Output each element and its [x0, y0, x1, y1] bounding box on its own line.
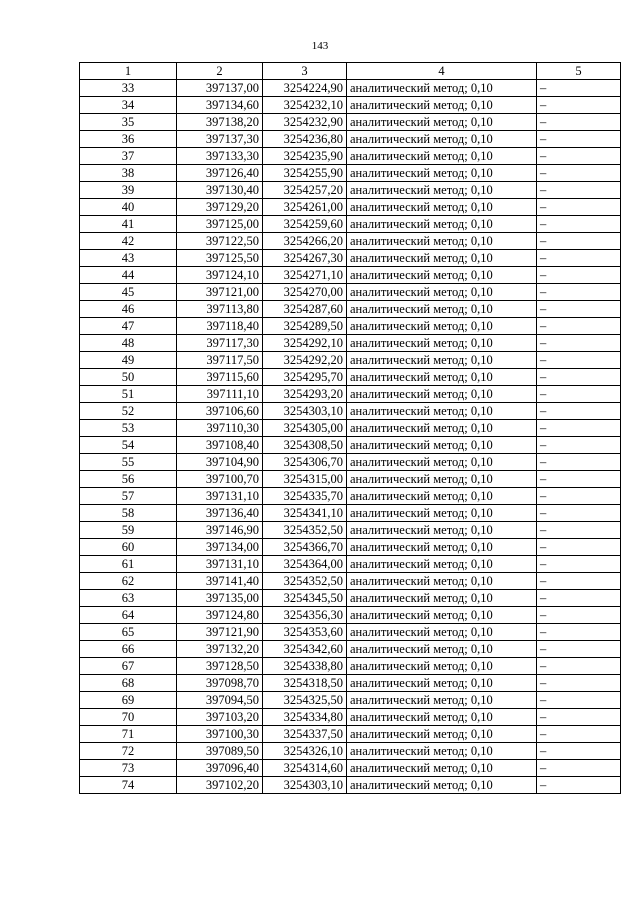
point-number-cell: 73 — [80, 760, 177, 777]
point-number-cell: 65 — [80, 624, 177, 641]
coordinates-table — [79, 62, 621, 794]
accuracy-method-cell: аналитический метод; 0,10 — [347, 658, 537, 675]
note-cell: – — [537, 182, 621, 199]
note-cell: – — [537, 216, 621, 233]
x-coordinate-cell: 397104,90 — [177, 454, 263, 471]
x-coordinate-cell: 397131,10 — [177, 556, 263, 573]
accuracy-method-cell: аналитический метод; 0,10 — [347, 726, 537, 743]
note-cell: – — [537, 658, 621, 675]
y-coordinate-cell: 3254271,10 — [263, 267, 347, 284]
y-coordinate-cell: 3254293,20 — [263, 386, 347, 403]
x-coordinate-cell: 397115,60 — [177, 369, 263, 386]
y-coordinate-cell: 3254305,00 — [263, 420, 347, 437]
note-cell: – — [537, 301, 621, 318]
point-number-cell: 69 — [80, 692, 177, 709]
y-coordinate-cell: 3254338,80 — [263, 658, 347, 675]
table-row — [80, 641, 621, 658]
x-coordinate-cell: 397125,50 — [177, 250, 263, 267]
note-cell: – — [537, 148, 621, 165]
point-number-cell: 35 — [80, 114, 177, 131]
y-coordinate-cell: 3254266,20 — [263, 233, 347, 250]
point-number-cell: 68 — [80, 675, 177, 692]
note-cell: – — [537, 369, 621, 386]
table-row — [80, 369, 621, 386]
table-header-row — [80, 63, 621, 80]
point-number-cell: 43 — [80, 250, 177, 267]
table-row — [80, 471, 621, 488]
point-number-cell: 64 — [80, 607, 177, 624]
note-cell: – — [537, 403, 621, 420]
point-number-cell: 44 — [80, 267, 177, 284]
note-cell: – — [537, 726, 621, 743]
x-coordinate-cell: 397121,00 — [177, 284, 263, 301]
note-cell: – — [537, 386, 621, 403]
y-coordinate-cell: 3254292,20 — [263, 352, 347, 369]
accuracy-method-cell: аналитический метод; 0,10 — [347, 607, 537, 624]
point-number-cell: 34 — [80, 97, 177, 114]
point-number-cell: 41 — [80, 216, 177, 233]
accuracy-method-cell: аналитический метод; 0,10 — [347, 556, 537, 573]
table-row — [80, 505, 621, 522]
note-cell: – — [537, 777, 621, 794]
accuracy-method-cell: аналитический метод; 0,10 — [347, 692, 537, 709]
note-cell: – — [537, 539, 621, 556]
y-coordinate-cell: 3254292,10 — [263, 335, 347, 352]
note-cell: – — [537, 318, 621, 335]
y-coordinate-cell: 3254364,00 — [263, 556, 347, 573]
x-coordinate-cell: 397110,30 — [177, 420, 263, 437]
note-cell: – — [537, 641, 621, 658]
point-number-cell: 45 — [80, 284, 177, 301]
table-row — [80, 131, 621, 148]
note-cell: – — [537, 505, 621, 522]
accuracy-method-cell: аналитический метод; 0,10 — [347, 675, 537, 692]
x-coordinate-cell: 397124,80 — [177, 607, 263, 624]
note-cell: – — [537, 250, 621, 267]
accuracy-method-cell: аналитический метод; 0,10 — [347, 590, 537, 607]
x-coordinate-cell: 397094,50 — [177, 692, 263, 709]
point-number-cell: 59 — [80, 522, 177, 539]
point-number-cell: 39 — [80, 182, 177, 199]
x-coordinate-cell: 397111,10 — [177, 386, 263, 403]
x-coordinate-cell: 397108,40 — [177, 437, 263, 454]
y-coordinate-cell: 3254315,00 — [263, 471, 347, 488]
accuracy-method-cell: аналитический метод; 0,10 — [347, 284, 537, 301]
table-row — [80, 590, 621, 607]
y-coordinate-cell: 3254303,10 — [263, 777, 347, 794]
accuracy-method-cell: аналитический метод; 0,10 — [347, 80, 537, 97]
x-coordinate-cell: 397102,20 — [177, 777, 263, 794]
y-coordinate-cell: 3254257,20 — [263, 182, 347, 199]
point-number-cell: 58 — [80, 505, 177, 522]
note-cell: – — [537, 454, 621, 471]
y-coordinate-cell: 3254318,50 — [263, 675, 347, 692]
accuracy-method-cell: аналитический метод; 0,10 — [347, 777, 537, 794]
accuracy-method-cell: аналитический метод; 0,10 — [347, 165, 537, 182]
point-number-cell: 61 — [80, 556, 177, 573]
point-number-cell: 51 — [80, 386, 177, 403]
column-header-1: 1 — [80, 63, 177, 80]
table-row — [80, 726, 621, 743]
table-row — [80, 267, 621, 284]
y-coordinate-cell: 3254353,60 — [263, 624, 347, 641]
point-number-cell: 48 — [80, 335, 177, 352]
point-number-cell: 72 — [80, 743, 177, 760]
note-cell: – — [537, 488, 621, 505]
point-number-cell: 62 — [80, 573, 177, 590]
table-row — [80, 216, 621, 233]
x-coordinate-cell: 397098,70 — [177, 675, 263, 692]
accuracy-method-cell: аналитический метод; 0,10 — [347, 199, 537, 216]
accuracy-method-cell: аналитический метод; 0,10 — [347, 454, 537, 471]
table-row — [80, 80, 621, 97]
x-coordinate-cell: 397131,10 — [177, 488, 263, 505]
table-row — [80, 182, 621, 199]
note-cell: – — [537, 437, 621, 454]
table-row — [80, 335, 621, 352]
note-cell: – — [537, 624, 621, 641]
accuracy-method-cell: аналитический метод; 0,10 — [347, 743, 537, 760]
accuracy-method-cell: аналитический метод; 0,10 — [347, 403, 537, 420]
x-coordinate-cell: 397089,50 — [177, 743, 263, 760]
note-cell: – — [537, 131, 621, 148]
y-coordinate-cell: 3254295,70 — [263, 369, 347, 386]
point-number-cell: 52 — [80, 403, 177, 420]
point-number-cell: 54 — [80, 437, 177, 454]
y-coordinate-cell: 3254308,50 — [263, 437, 347, 454]
x-coordinate-cell: 397100,70 — [177, 471, 263, 488]
point-number-cell: 49 — [80, 352, 177, 369]
y-coordinate-cell: 3254334,80 — [263, 709, 347, 726]
y-coordinate-cell: 3254236,80 — [263, 131, 347, 148]
note-cell: – — [537, 471, 621, 488]
x-coordinate-cell: 397141,40 — [177, 573, 263, 590]
note-cell: – — [537, 709, 621, 726]
point-number-cell: 55 — [80, 454, 177, 471]
accuracy-method-cell: аналитический метод; 0,10 — [347, 250, 537, 267]
point-number-cell: 47 — [80, 318, 177, 335]
y-coordinate-cell: 3254352,50 — [263, 522, 347, 539]
accuracy-method-cell: аналитический метод; 0,10 — [347, 335, 537, 352]
accuracy-method-cell: аналитический метод; 0,10 — [347, 420, 537, 437]
x-coordinate-cell: 397124,10 — [177, 267, 263, 284]
point-number-cell: 74 — [80, 777, 177, 794]
table-row — [80, 284, 621, 301]
table-row — [80, 709, 621, 726]
point-number-cell: 33 — [80, 80, 177, 97]
x-coordinate-cell: 397132,20 — [177, 641, 263, 658]
table-row — [80, 454, 621, 471]
accuracy-method-cell: аналитический метод; 0,10 — [347, 148, 537, 165]
point-number-cell: 70 — [80, 709, 177, 726]
table-row — [80, 250, 621, 267]
y-coordinate-cell: 3254337,50 — [263, 726, 347, 743]
y-coordinate-cell: 3254306,70 — [263, 454, 347, 471]
note-cell: – — [537, 420, 621, 437]
y-coordinate-cell: 3254224,90 — [263, 80, 347, 97]
accuracy-method-cell: аналитический метод; 0,10 — [347, 760, 537, 777]
point-number-cell: 57 — [80, 488, 177, 505]
accuracy-method-cell: аналитический метод; 0,10 — [347, 386, 537, 403]
note-cell: – — [537, 80, 621, 97]
x-coordinate-cell: 397096,40 — [177, 760, 263, 777]
point-number-cell: 71 — [80, 726, 177, 743]
table-row — [80, 607, 621, 624]
accuracy-method-cell: аналитический метод; 0,10 — [347, 505, 537, 522]
note-cell: – — [537, 522, 621, 539]
note-cell: – — [537, 743, 621, 760]
accuracy-method-cell: аналитический метод; 0,10 — [347, 624, 537, 641]
column-header-4: 4 — [347, 63, 537, 80]
note-cell: – — [537, 284, 621, 301]
table-row — [80, 352, 621, 369]
accuracy-method-cell: аналитический метод; 0,10 — [347, 233, 537, 250]
y-coordinate-cell: 3254289,50 — [263, 318, 347, 335]
point-number-cell: 40 — [80, 199, 177, 216]
note-cell: – — [537, 675, 621, 692]
point-number-cell: 56 — [80, 471, 177, 488]
point-number-cell: 60 — [80, 539, 177, 556]
point-number-cell: 63 — [80, 590, 177, 607]
x-coordinate-cell: 397117,50 — [177, 352, 263, 369]
table-row — [80, 233, 621, 250]
y-coordinate-cell: 3254356,30 — [263, 607, 347, 624]
x-coordinate-cell: 397128,50 — [177, 658, 263, 675]
table-row — [80, 573, 621, 590]
table-row — [80, 386, 621, 403]
x-coordinate-cell: 397125,00 — [177, 216, 263, 233]
table-row — [80, 692, 621, 709]
point-number-cell: 37 — [80, 148, 177, 165]
column-header-3: 3 — [263, 63, 347, 80]
point-number-cell: 36 — [80, 131, 177, 148]
note-cell: – — [537, 607, 621, 624]
x-coordinate-cell: 397138,20 — [177, 114, 263, 131]
note-cell: – — [537, 760, 621, 777]
x-coordinate-cell: 397133,30 — [177, 148, 263, 165]
note-cell: – — [537, 692, 621, 709]
table-row — [80, 148, 621, 165]
x-coordinate-cell: 397134,00 — [177, 539, 263, 556]
table-row — [80, 165, 621, 182]
y-coordinate-cell: 3254267,30 — [263, 250, 347, 267]
y-coordinate-cell: 3254232,90 — [263, 114, 347, 131]
x-coordinate-cell: 397113,80 — [177, 301, 263, 318]
y-coordinate-cell: 3254314,60 — [263, 760, 347, 777]
accuracy-method-cell: аналитический метод; 0,10 — [347, 709, 537, 726]
x-coordinate-cell: 397106,60 — [177, 403, 263, 420]
accuracy-method-cell: аналитический метод; 0,10 — [347, 97, 537, 114]
accuracy-method-cell: аналитический метод; 0,10 — [347, 352, 537, 369]
y-coordinate-cell: 3254259,60 — [263, 216, 347, 233]
y-coordinate-cell: 3254303,10 — [263, 403, 347, 420]
table-row — [80, 777, 621, 794]
accuracy-method-cell: аналитический метод; 0,10 — [347, 573, 537, 590]
y-coordinate-cell: 3254270,00 — [263, 284, 347, 301]
column-header-2: 2 — [177, 63, 263, 80]
x-coordinate-cell: 397137,30 — [177, 131, 263, 148]
x-coordinate-cell: 397122,50 — [177, 233, 263, 250]
accuracy-method-cell: аналитический метод; 0,10 — [347, 301, 537, 318]
x-coordinate-cell: 397129,20 — [177, 199, 263, 216]
note-cell: – — [537, 590, 621, 607]
accuracy-method-cell: аналитический метод; 0,10 — [347, 114, 537, 131]
accuracy-method-cell: аналитический метод; 0,10 — [347, 488, 537, 505]
table-row — [80, 97, 621, 114]
point-number-cell: 66 — [80, 641, 177, 658]
accuracy-method-cell: аналитический метод; 0,10 — [347, 267, 537, 284]
y-coordinate-cell: 3254235,90 — [263, 148, 347, 165]
note-cell: – — [537, 114, 621, 131]
table-row — [80, 556, 621, 573]
y-coordinate-cell: 3254335,70 — [263, 488, 347, 505]
x-coordinate-cell: 397126,40 — [177, 165, 263, 182]
x-coordinate-cell: 397136,40 — [177, 505, 263, 522]
accuracy-method-cell: аналитический метод; 0,10 — [347, 369, 537, 386]
accuracy-method-cell: аналитический метод; 0,10 — [347, 216, 537, 233]
table-row — [80, 301, 621, 318]
x-coordinate-cell: 397117,30 — [177, 335, 263, 352]
table-row — [80, 522, 621, 539]
point-number-cell: 53 — [80, 420, 177, 437]
table-row — [80, 403, 621, 420]
table-row — [80, 199, 621, 216]
point-number-cell: 67 — [80, 658, 177, 675]
table-row — [80, 114, 621, 131]
point-number-cell: 46 — [80, 301, 177, 318]
y-coordinate-cell: 3254345,50 — [263, 590, 347, 607]
note-cell: – — [537, 165, 621, 182]
accuracy-method-cell: аналитический метод; 0,10 — [347, 522, 537, 539]
accuracy-method-cell: аналитический метод; 0,10 — [347, 539, 537, 556]
accuracy-method-cell: аналитический метод; 0,10 — [347, 182, 537, 199]
table-row — [80, 437, 621, 454]
note-cell: – — [537, 97, 621, 114]
x-coordinate-cell: 397103,20 — [177, 709, 263, 726]
accuracy-method-cell: аналитический метод; 0,10 — [347, 641, 537, 658]
table-row — [80, 658, 621, 675]
y-coordinate-cell: 3254342,60 — [263, 641, 347, 658]
point-number-cell: 38 — [80, 165, 177, 182]
y-coordinate-cell: 3254287,60 — [263, 301, 347, 318]
x-coordinate-cell: 397130,40 — [177, 182, 263, 199]
y-coordinate-cell: 3254325,50 — [263, 692, 347, 709]
accuracy-method-cell: аналитический метод; 0,10 — [347, 437, 537, 454]
table-row — [80, 318, 621, 335]
y-coordinate-cell: 3254366,70 — [263, 539, 347, 556]
point-number-cell: 42 — [80, 233, 177, 250]
y-coordinate-cell: 3254261,00 — [263, 199, 347, 216]
table-row — [80, 488, 621, 505]
y-coordinate-cell: 3254326,10 — [263, 743, 347, 760]
note-cell: – — [537, 199, 621, 216]
table-row — [80, 675, 621, 692]
accuracy-method-cell: аналитический метод; 0,10 — [347, 318, 537, 335]
x-coordinate-cell: 397146,90 — [177, 522, 263, 539]
point-number-cell: 50 — [80, 369, 177, 386]
accuracy-method-cell: аналитический метод; 0,10 — [347, 131, 537, 148]
note-cell: – — [537, 233, 621, 250]
page-number: 143 — [311, 40, 329, 52]
x-coordinate-cell: 397137,00 — [177, 80, 263, 97]
table-row — [80, 760, 621, 777]
table-row — [80, 624, 621, 641]
table-row — [80, 539, 621, 556]
column-header-5: 5 — [537, 63, 621, 80]
note-cell: – — [537, 267, 621, 284]
y-coordinate-cell: 3254352,50 — [263, 573, 347, 590]
note-cell: – — [537, 335, 621, 352]
note-cell: – — [537, 352, 621, 369]
y-coordinate-cell: 3254341,10 — [263, 505, 347, 522]
x-coordinate-cell: 397100,30 — [177, 726, 263, 743]
note-cell: – — [537, 556, 621, 573]
x-coordinate-cell: 397135,00 — [177, 590, 263, 607]
table-row — [80, 420, 621, 437]
y-coordinate-cell: 3254232,10 — [263, 97, 347, 114]
table-row — [80, 743, 621, 760]
note-cell: – — [537, 573, 621, 590]
x-coordinate-cell: 397118,40 — [177, 318, 263, 335]
y-coordinate-cell: 3254255,90 — [263, 165, 347, 182]
x-coordinate-cell: 397134,60 — [177, 97, 263, 114]
x-coordinate-cell: 397121,90 — [177, 624, 263, 641]
accuracy-method-cell: аналитический метод; 0,10 — [347, 471, 537, 488]
